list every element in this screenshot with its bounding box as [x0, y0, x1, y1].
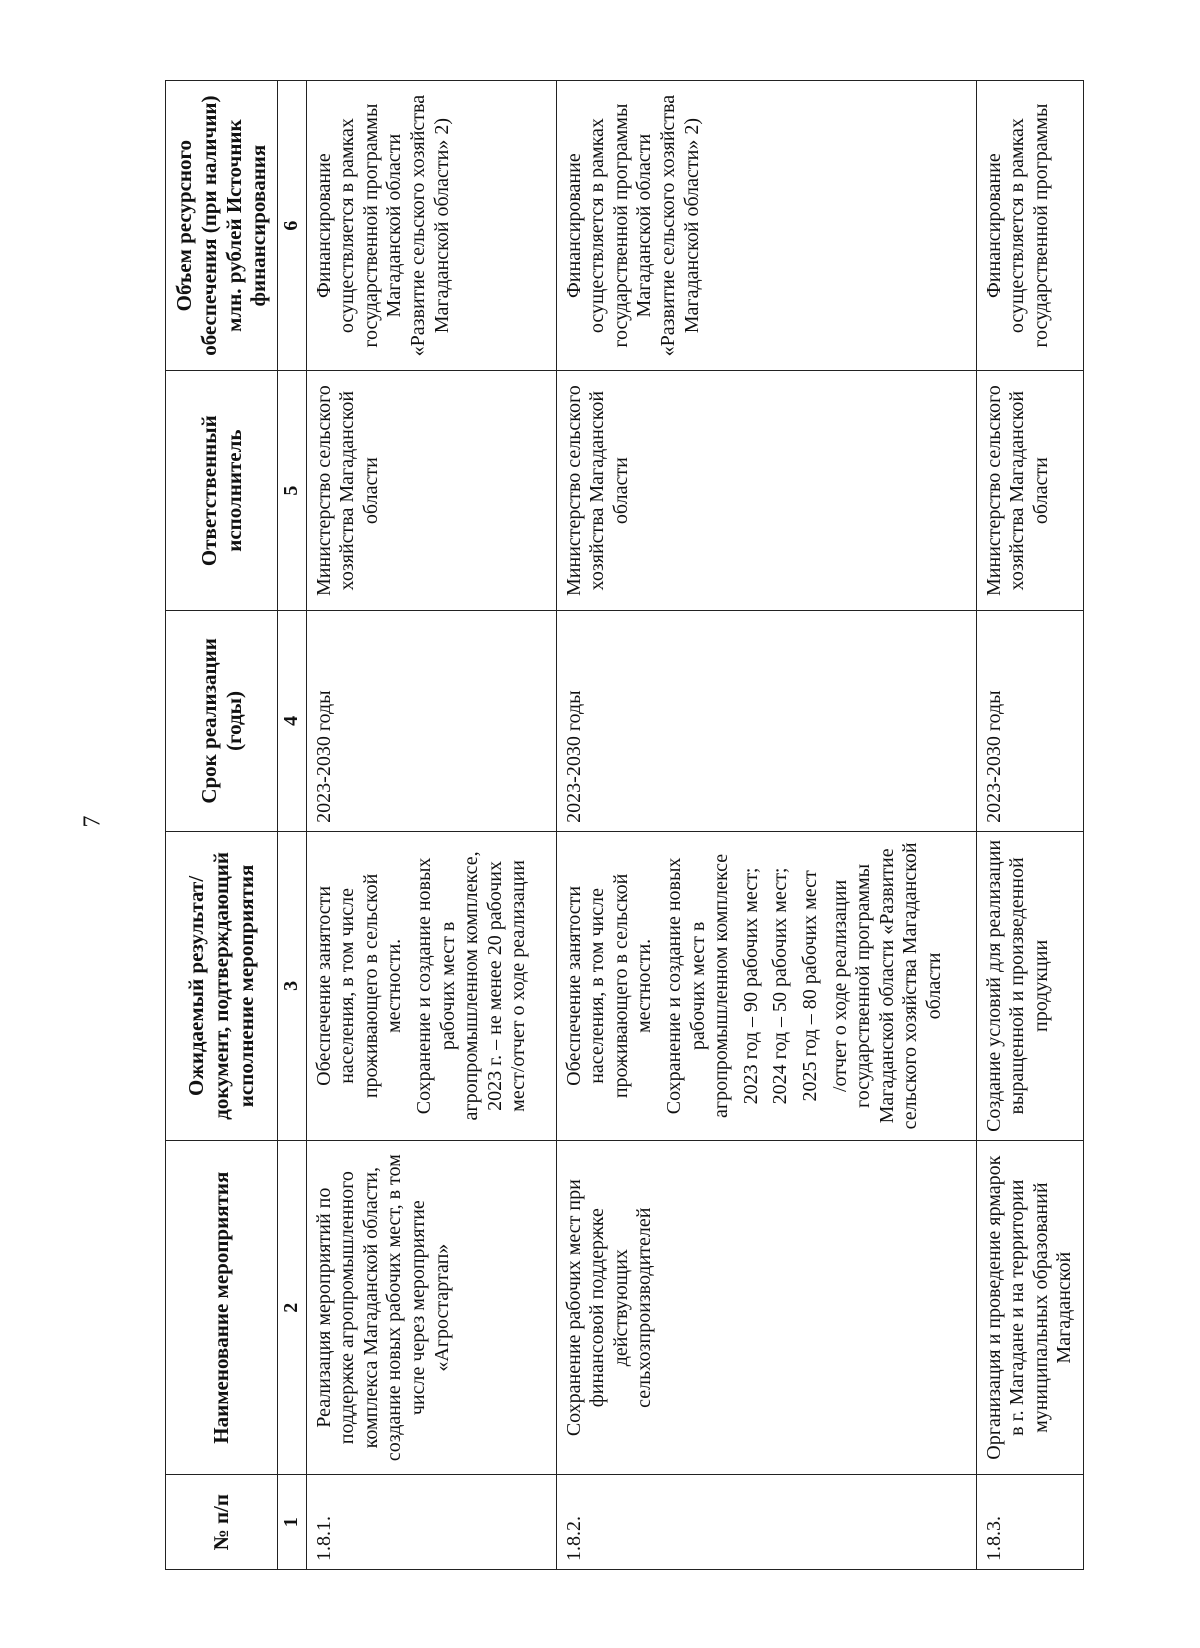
- header-name: Наименование мероприятия: [166, 1140, 278, 1474]
- row-result: [976, 831, 1083, 1140]
- row-period: 2023-2030 годы: [556, 611, 976, 832]
- result-line: Обеспечение занятости населения, в том числе проживающего в сельской местности.: [312, 873, 406, 1099]
- row-funding: Финансирование осуществляется в рамках государственной программы Магаданской области «Развитие сельского хозяйства Магаданской области» 2): [556, 81, 976, 371]
- row-executor: Министерство сельского хозяйства Магаданской области: [306, 371, 556, 611]
- header-funding: Объем ресурсного обеспечения (при наличии) млн. рублей Источник финансирования: [166, 81, 278, 371]
- column-number: 3: [278, 831, 307, 1140]
- row-funding: Финансирование осуществляется в рамках государственной программы Магаданской области «Развитие сельского хозяйства Магаданской области» 2): [306, 81, 556, 371]
- row-executor: Министерство сельского хозяйства Магаданской области: [976, 371, 1083, 611]
- measures-table: [165, 80, 1084, 1570]
- row-period: 2023-2030 годы: [976, 611, 1083, 832]
- header-row: [166, 81, 278, 1570]
- column-number: 5: [278, 371, 307, 611]
- row-funding: Финансирование осуществляется в рамках государственной программы: [976, 81, 1083, 371]
- row-period: 2023-2030 годы: [306, 611, 556, 832]
- result-line: Сохранение и создание новых рабочих мест в агропромышленном комплексе: [663, 853, 733, 1119]
- row-name: Организация и проведение ярмарок в г. Магадане и на территории муниципальных образований Магаданской: [976, 1140, 1083, 1474]
- column-number: 4: [278, 611, 307, 832]
- row-num: 1.8.3.: [976, 1475, 1083, 1570]
- page-number: 7: [79, 815, 106, 828]
- row-num: 1.8.1.: [306, 1475, 556, 1570]
- column-number: 6: [278, 81, 307, 371]
- row-name: Реализация мероприятий по поддержке агропромышленного комплекса Магаданской области, создание новых рабочих мест, в том числе через мероприятие «Агростартап»: [306, 1140, 556, 1474]
- row-result: [306, 831, 556, 1140]
- result-line: Сохранение и создание новых рабочих мест в агропромышленном комплексе, 2023 г. – не менее 20 рабочих мест/отчет о ходе реализации: [413, 851, 530, 1121]
- result-line: 2025 год – 80 рабочих мест: [799, 870, 821, 1102]
- result-line: /отчет о ходе реализации государственной программы Магаданской области «Развитие сельского хозяйства Магаданской области: [828, 842, 945, 1130]
- column-number-row: [278, 81, 307, 1570]
- table-row: [976, 81, 1083, 1570]
- header-num: № п/п: [166, 1475, 278, 1570]
- table-row: [306, 81, 556, 1570]
- result-line: Создание условий для реализации выращенной и произведенной продукции: [982, 839, 1052, 1132]
- result-line: 2024 год – 50 рабочих мест;: [769, 867, 792, 1105]
- column-number: 1: [278, 1475, 307, 1570]
- row-num: 1.8.2.: [556, 1475, 976, 1570]
- header-period: Срок реализации (годы): [166, 611, 278, 832]
- result-line: Обеспечение занятости населения, в том числе проживающего в сельской местности.: [562, 873, 656, 1099]
- row-result: [556, 831, 976, 1140]
- header-result: Ожидаемый результат/ документ, подтверждающий исполнение мероприятия: [166, 831, 278, 1140]
- column-number: 2: [278, 1140, 307, 1474]
- row-name: Сохранение рабочих мест при финансовой поддержке действующих сельхозпроизводителей: [556, 1140, 976, 1474]
- rotated-table-container: [165, 80, 1076, 1570]
- table-row: [556, 81, 976, 1570]
- row-executor: Министерство сельского хозяйства Магаданской области: [556, 371, 976, 611]
- header-executor: Ответственный исполнитель: [166, 371, 278, 611]
- result-line: 2023 год – 90 рабочих мест;: [739, 867, 762, 1105]
